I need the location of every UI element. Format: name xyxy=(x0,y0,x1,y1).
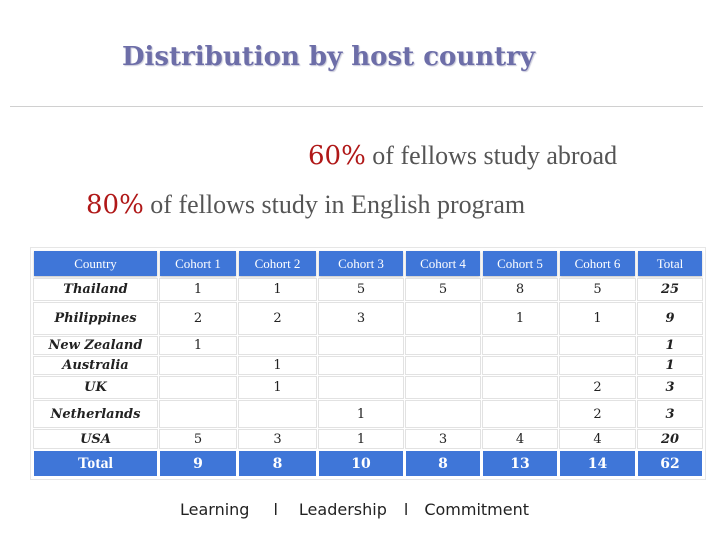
page-title: Distribution by host country xyxy=(122,42,535,72)
table-row xyxy=(34,377,702,398)
table-cell: 1 xyxy=(239,377,316,398)
footer-separator: l xyxy=(273,500,278,519)
table-cell: 1 xyxy=(560,303,635,334)
row-total-cell: 20 xyxy=(638,430,702,448)
table-cell xyxy=(406,401,480,427)
table-cell: 8 xyxy=(483,279,557,300)
row-total-cell: 3 xyxy=(638,377,702,398)
table-cell: 2 xyxy=(560,377,635,398)
table-cell: 5 xyxy=(160,430,236,448)
column-header: Cohort 2 xyxy=(239,251,316,276)
stat-percent: 80% xyxy=(86,190,144,220)
table-cell: 1 xyxy=(319,430,403,448)
table-row xyxy=(34,279,702,300)
table-cell: 1 xyxy=(483,303,557,334)
table-cell: 2 xyxy=(239,303,316,334)
country-cell: Thailand xyxy=(34,279,157,300)
table-cell xyxy=(406,303,480,334)
table-cell xyxy=(319,377,403,398)
table-cell xyxy=(160,357,236,374)
table-cell: 3 xyxy=(239,430,316,448)
table-cell xyxy=(239,337,316,354)
footer-tagline xyxy=(180,500,529,519)
table-cell: 4 xyxy=(560,430,635,448)
column-header: Cohort 3 xyxy=(319,251,403,276)
table-cell: 4 xyxy=(483,430,557,448)
row-total-cell: 25 xyxy=(638,279,702,300)
table-cell: 1 xyxy=(239,357,316,374)
stat-english-program xyxy=(86,190,525,220)
row-total-cell: 1 xyxy=(638,337,702,354)
country-cell: Philippines xyxy=(34,303,157,334)
table-cell xyxy=(406,337,480,354)
total-cell: 10 xyxy=(319,451,403,476)
total-cell: 8 xyxy=(239,451,316,476)
country-cell: UK xyxy=(34,377,157,398)
row-total-cell: 1 xyxy=(638,357,702,374)
total-cell: 8 xyxy=(406,451,480,476)
table-total-row xyxy=(34,451,702,476)
country-cell: Netherlands xyxy=(34,401,157,427)
grand-total-cell: 62 xyxy=(638,451,702,476)
country-cell: USA xyxy=(34,430,157,448)
table-cell: 3 xyxy=(406,430,480,448)
table-cell: 1 xyxy=(319,401,403,427)
table-row xyxy=(34,337,702,354)
stat-text: of fellows study abroad xyxy=(372,141,618,170)
footer-leadership: Leadership xyxy=(298,500,387,519)
total-cell: 9 xyxy=(160,451,236,476)
table-cell xyxy=(483,377,557,398)
table-cell xyxy=(560,357,635,374)
table-cell xyxy=(319,357,403,374)
column-header: Total xyxy=(638,251,702,276)
column-header: Cohort 5 xyxy=(483,251,557,276)
footer-separator: l xyxy=(403,500,409,519)
total-cell: 13 xyxy=(483,451,557,476)
footer-learning: Learning xyxy=(180,500,250,519)
table-cell: 5 xyxy=(406,279,480,300)
table-cell: 3 xyxy=(319,303,403,334)
table-cell xyxy=(160,401,236,427)
country-cell: Australia xyxy=(34,357,157,374)
table-row xyxy=(34,430,702,448)
country-cell: New Zealand xyxy=(34,337,157,354)
table-cell xyxy=(406,357,480,374)
table-cell xyxy=(319,337,403,354)
table-cell xyxy=(239,401,316,427)
table-row xyxy=(34,401,702,427)
table-row xyxy=(34,357,702,374)
table-cell: 1 xyxy=(160,337,236,354)
table-cell xyxy=(483,357,557,374)
row-total-cell: 3 xyxy=(638,401,702,427)
column-header: Cohort 1 xyxy=(160,251,236,276)
table-cell xyxy=(483,401,557,427)
column-header: Country xyxy=(34,251,157,276)
host-country-table xyxy=(31,248,705,479)
divider xyxy=(10,106,703,107)
total-label: Total xyxy=(34,451,157,476)
table-header-row xyxy=(34,251,702,276)
stat-percent: 60% xyxy=(308,141,366,171)
column-header: Cohort 4 xyxy=(406,251,480,276)
footer-commitment: Commitment xyxy=(424,500,530,519)
table-cell: 1 xyxy=(160,279,236,300)
column-header: Cohort 6 xyxy=(560,251,635,276)
table-cell: 2 xyxy=(560,401,635,427)
table-cell xyxy=(160,377,236,398)
total-cell: 14 xyxy=(560,451,635,476)
table-cell: 5 xyxy=(319,279,403,300)
stat-text: of fellows study in English program xyxy=(150,190,526,219)
table-cell xyxy=(483,337,557,354)
table-cell: 1 xyxy=(239,279,316,300)
table-cell xyxy=(560,337,635,354)
row-total-cell: 9 xyxy=(638,303,702,334)
table-cell: 5 xyxy=(560,279,635,300)
table-cell: 2 xyxy=(160,303,236,334)
table-row xyxy=(34,303,702,334)
stat-study-abroad xyxy=(308,141,617,171)
table-cell xyxy=(406,377,480,398)
